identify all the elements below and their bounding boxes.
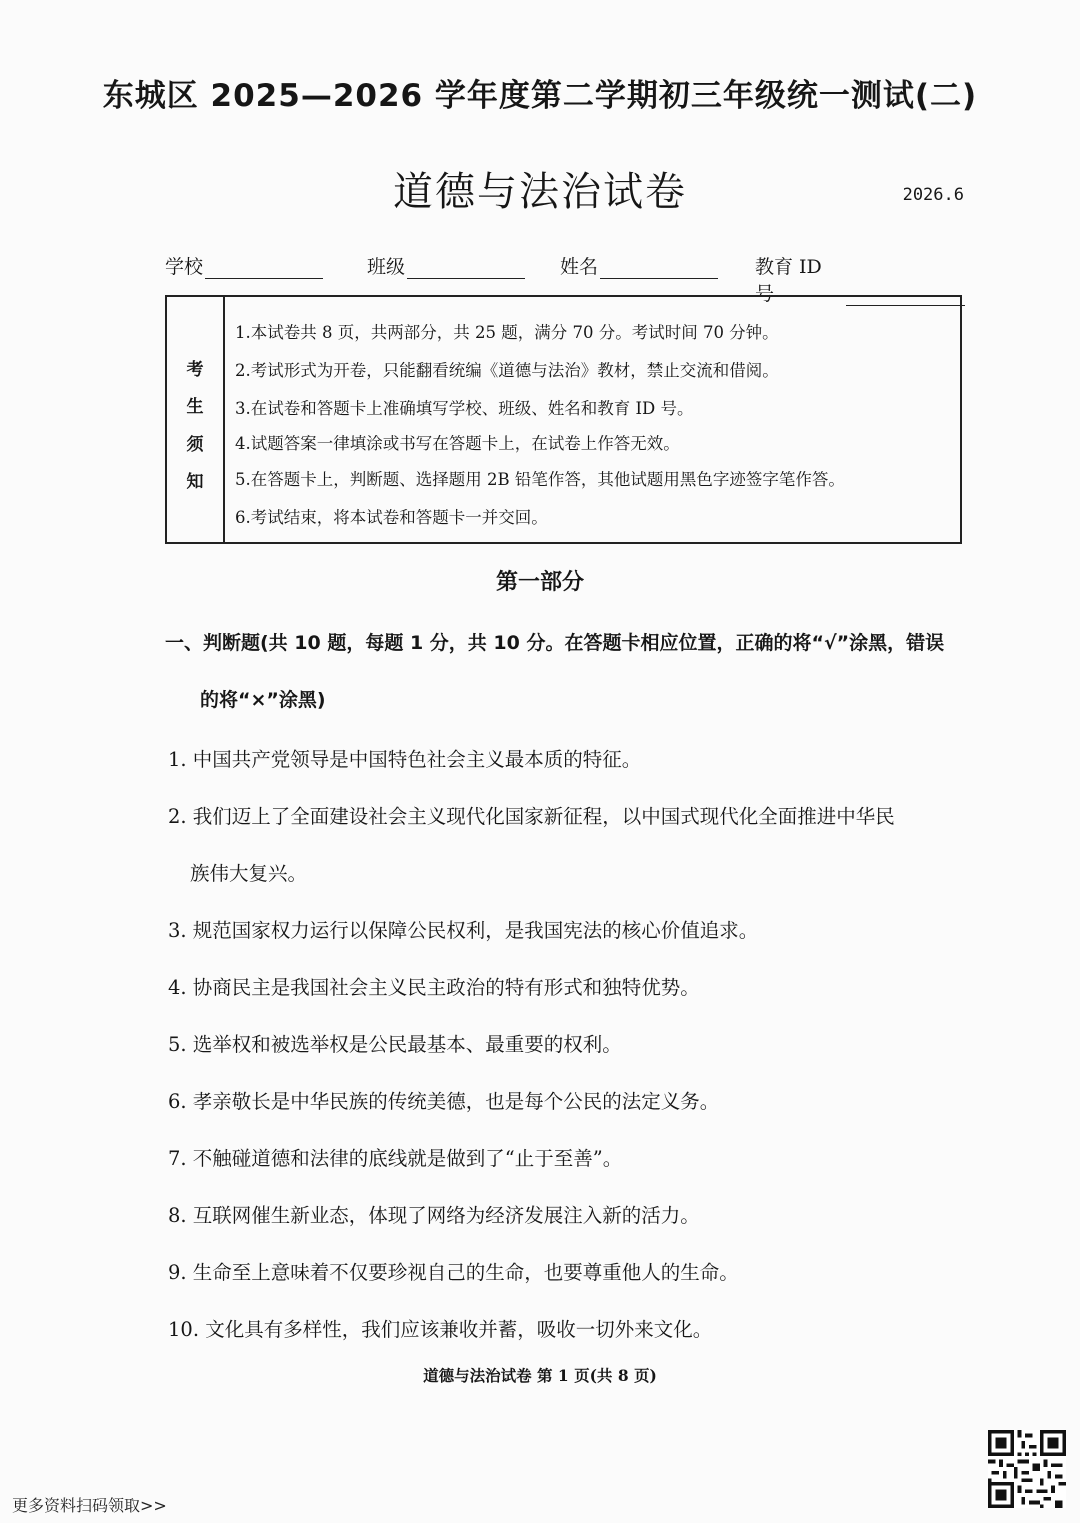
notice-item: 4.试题答案一律填涂或书写在答题卡上，在试卷上作答无效。: [235, 434, 680, 453]
exam-notice-box: [165, 295, 962, 544]
question-item: 7. 不触碰道德和法律的底线就是做到了“止于至善”。: [168, 1147, 623, 1170]
notice-side-label: [167, 297, 225, 542]
exam-date: 2026.6: [902, 185, 964, 205]
student-info-row: [165, 252, 965, 305]
class-field[interactable]: [367, 252, 525, 279]
subject-title: 道德与法治试卷: [393, 169, 687, 215]
question-item: 10. 文化具有多样性，我们应该兼收并蓄，吸收一切外来文化。: [168, 1318, 713, 1341]
page-footer: 道德与法治试卷 第 1 页(共 8 页): [423, 1366, 657, 1385]
class-label: 班级: [367, 256, 406, 278]
notice-item: 5.在答题卡上，判断题、选择题用 2B 铅笔作答，其他试题用黑色字迹签字笔作答。: [235, 470, 845, 489]
qr-code-icon[interactable]: [988, 1430, 1066, 1508]
exam-title: 东城区 2025—2026 学年度第二学期初三年级统一测试(二): [102, 78, 978, 114]
notice-side-char: 须: [186, 435, 204, 455]
question-item: 2. 我们迈上了全面建设社会主义现代化国家新征程，以中国式现代化全面推进中华民: [168, 805, 895, 828]
id-label: 教育 ID 号: [755, 256, 822, 305]
notice-item: 2.考试形式为开卷，只能翻看统编《道德与法治》教材，禁止交流和借阅。: [235, 361, 779, 380]
class-blank: [407, 254, 525, 279]
question-item: 6. 孝亲敬长是中华民族的传统美德，也是每个公民的法定义务。: [168, 1090, 720, 1113]
question-item: 1. 中国共产党领导是中国特色社会主义最本质的特征。: [168, 748, 642, 771]
notice-item: 1.本试卷共 8 页，共两部分，共 25 题，满分 70 分。考试时间 70 分钟。: [235, 323, 779, 342]
school-field[interactable]: [165, 252, 323, 279]
notice-side-char: 考: [186, 360, 204, 380]
notice-side-char: 知: [186, 472, 204, 492]
question-item: 5. 选举权和被选举权是公民最基本、最重要的权利。: [168, 1033, 622, 1056]
school-label: 学校: [165, 256, 204, 278]
notice-side-char: 生: [186, 397, 204, 417]
question-item: 4. 协商民主是我国社会主义民主政治的特有形式和独特优势。: [168, 976, 700, 999]
school-blank: [205, 254, 323, 279]
part-title: 第一部分: [495, 570, 584, 595]
question-item-cont: 族伟大复兴。: [190, 862, 308, 885]
section-heading-cont: 的将“×”涂黑): [200, 689, 326, 711]
question-item: 8. 互联网催生新业态，体现了网络为经济发展注入新的活力。: [168, 1204, 700, 1227]
name-label: 姓名: [560, 256, 599, 278]
notice-item: 3.在试卷和答题卡上准确填写学校、班级、姓名和教育 ID 号。: [235, 399, 694, 418]
promo-link[interactable]: 更多资料扫码领取>>: [12, 1496, 167, 1515]
name-blank: [600, 254, 718, 279]
notice-item: 6.考试结束，将本试卷和答题卡一并交回。: [235, 508, 548, 527]
question-item: 9. 生命至上意味着不仅要珍视自己的生命，也要尊重他人的生命。: [168, 1261, 739, 1284]
question-item: 3. 规范国家权力运行以保障公民权利，是我国宪法的核心价值追求。: [168, 919, 759, 942]
name-field[interactable]: [560, 252, 718, 279]
section-heading: 一、判断题(共 10 题，每题 1 分，共 10 分。在答题卡相应位置，正确的将“√”涂黑，错误: [165, 632, 945, 654]
